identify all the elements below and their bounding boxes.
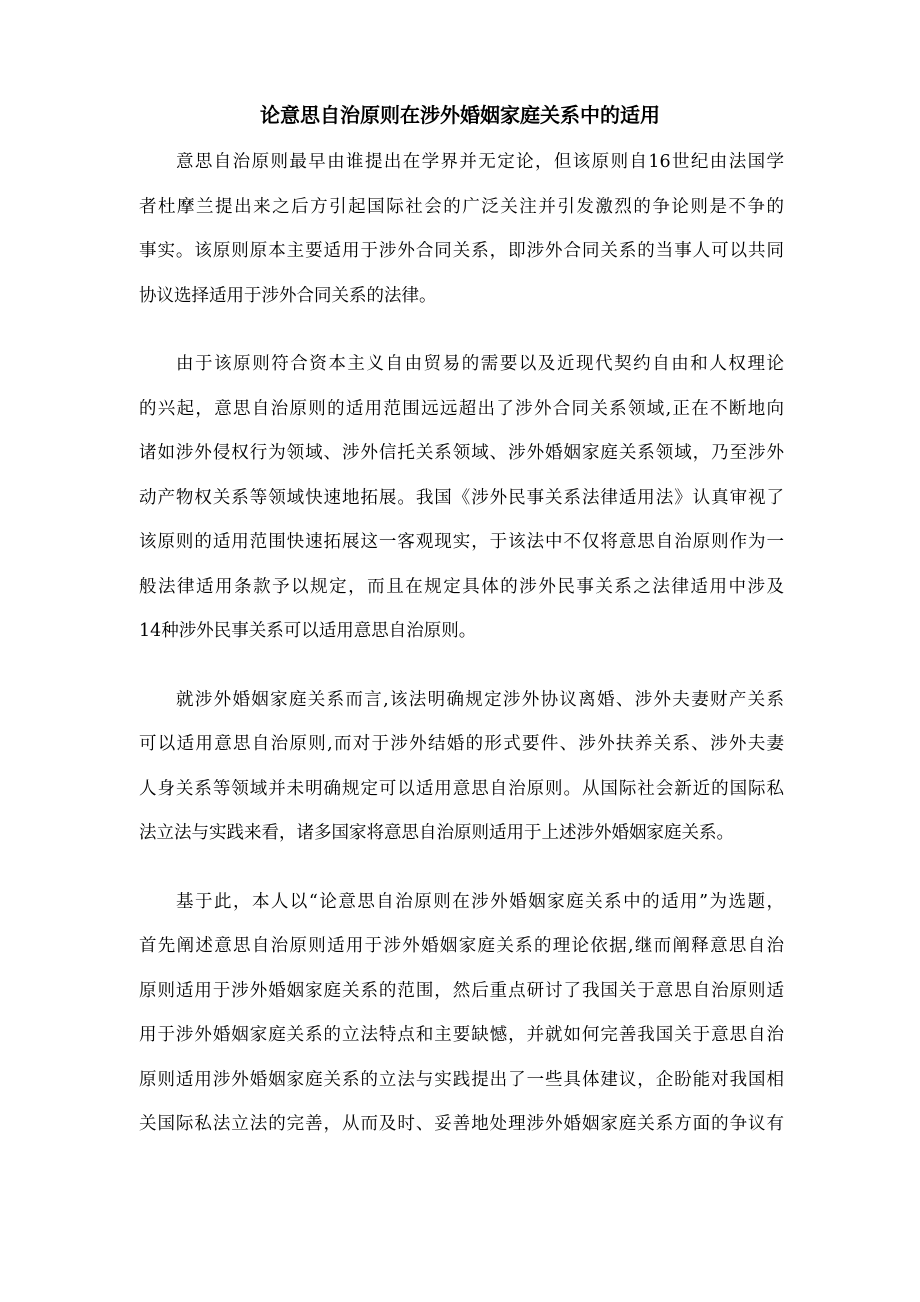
text-line: 人身关系等领域并未明确规定可以适用意思自治原则。从国际社会新近的国际私 xyxy=(139,778,784,799)
text-line: 诸如涉外侵权行为领域、涉外信托关系领域、涉外婚姻家庭关系领域，乃至涉外 xyxy=(139,443,784,463)
text-line: 该原则的适用范围快速拓展这一客观现实，于该法中不仅将意思自治原则作为一 xyxy=(139,532,784,552)
text-line: 事实。该原则原本主要适用于涉外合同关系，即涉外合同关系的当事人可以共同 xyxy=(139,241,784,261)
text-line: 原则适用于涉外婚姻家庭关系的范围，然后重点研讨了我国关于意思自治原则适 xyxy=(139,980,784,1001)
text-line: 就涉外婚姻家庭关系而言,该法明确规定涉外协议离婚、涉外夫妻财产关系 xyxy=(176,689,784,710)
text-line: 由于该原则符合资本主义自由贸易的需要以及近现代契约自由和人权理论 xyxy=(176,354,784,374)
paragraph-1 xyxy=(139,140,784,318)
document-body xyxy=(139,140,784,1171)
document-title: 论意思自治原则在涉外婚姻家庭关系中的适用 xyxy=(260,103,660,127)
text-line: 意思自治原则最早由谁提出在学界并无定论，但该原则自16世纪由法国学 xyxy=(176,152,784,172)
text-line: 般法律适用条款予以规定，而且在规定具体的涉外民事关系之法律适用中涉及 xyxy=(139,576,784,597)
text-line: 首先阐述意思自治原则适用于涉外婚姻家庭关系的理论依据,继而阐释意思自治 xyxy=(139,936,784,956)
text-line: 协议选择适用于涉外合同关系的法律。 xyxy=(139,285,437,306)
text-line: 14种涉外民事关系可以适用意思自治原则。 xyxy=(139,621,477,641)
text-line: 原则适用涉外婚姻家庭关系的立法与实践提出了一些具体建议，企盼能对我国相 xyxy=(139,1069,784,1090)
text-line: 用于涉外婚姻家庭关系的立法特点和主要缺憾，并就如何完善我国关于意思自治 xyxy=(139,1025,784,1045)
paragraph-4 xyxy=(139,880,784,1147)
text-line: 者杜摩兰提出来之后方引起国际社会的广泛关注并引发激烈的争论则是不争的 xyxy=(139,196,784,217)
text-line: 的兴起，意思自治原则的适用范围远远超出了涉外合同关系领域,正在不断地向 xyxy=(139,398,784,419)
text-line: 关国际私法立法的完善，从而及时、妥善地处理涉外婚姻家庭关系方面的争议有 xyxy=(139,1114,784,1134)
paragraph-3 xyxy=(139,678,784,856)
text-line: 法立法与实践来看，诸多国家将意思自治原则适用于上述涉外婚姻家庭关系。 xyxy=(139,823,734,843)
text-line: 动产物权关系等领域快速地拓展。我国《涉外民事关系法律适用法》认真审视了 xyxy=(139,487,784,508)
paragraph-2 xyxy=(139,342,784,654)
text-line: 可以适用意思自治原则,而对于涉外结婚的形式要件、涉外扶养关系、涉外夫妻 xyxy=(139,734,784,754)
text-line: 基于此，本人以“论意思自治原则在涉外婚姻家庭关系中的适用”为选题， xyxy=(176,891,784,912)
